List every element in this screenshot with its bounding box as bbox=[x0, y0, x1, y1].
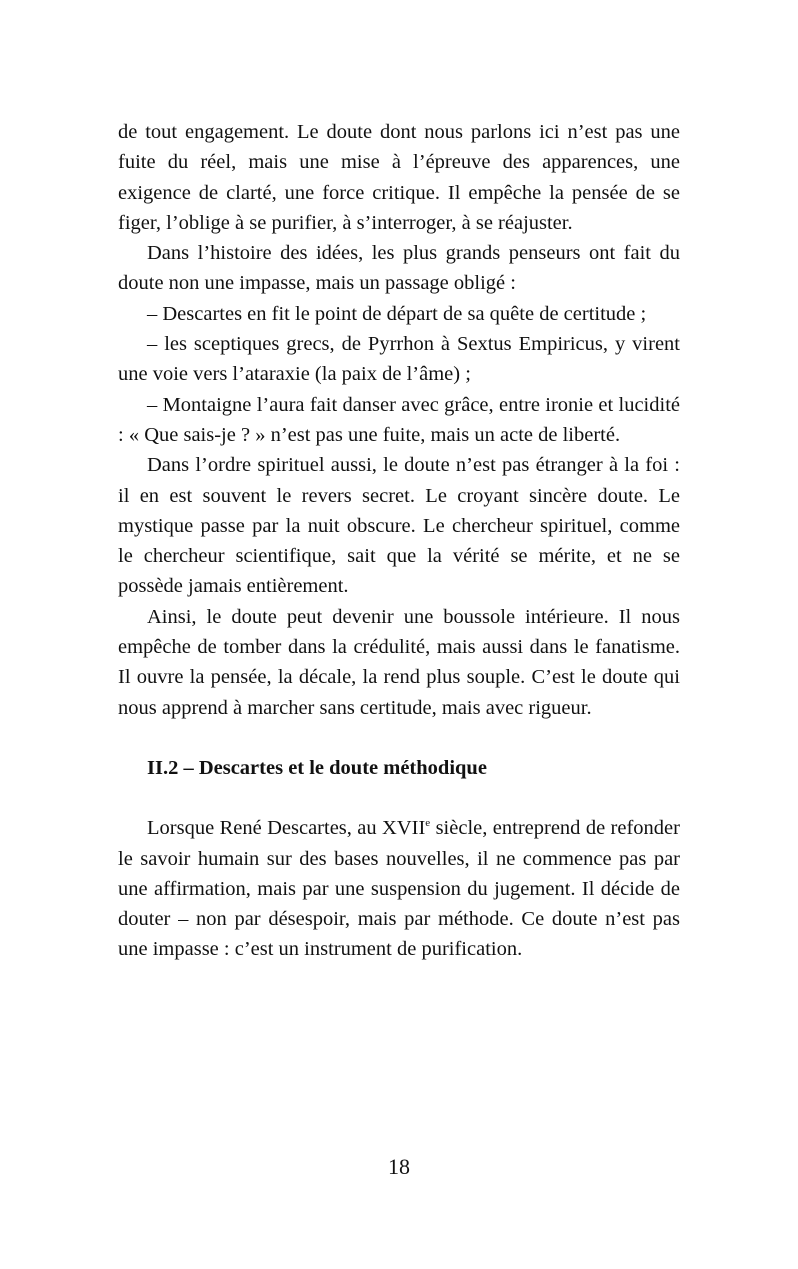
page-number: 18 bbox=[388, 1154, 410, 1179]
paragraph-inner-compass: Ainsi, le doute peut devenir une boussole intérieure. Il nous empêche de tomber dans la crédulité, mais aussi dans le fanatisme. Il ouvre la pensée, la décale, la rend plus souple. C’est le doute qui nous apprend à marcher sans certitude, mais avec rigueur. bbox=[118, 605, 680, 719]
paragraph-history-of-ideas: Dans l’histoire des idées, les plus grands penseurs ont fait du doute non une impasse, mais un passage obligé : bbox=[118, 242, 680, 295]
paragraph-text-after-superscript: siècle, entreprend de refonder le savoir humain sur des bases nouvelles, il ne commence pas par une affirmation, mais par une suspension du jugement. Il décide de douter – non par désespoir, mais par méthode. Ce doute n’est pas une impasse : c’est un instrument de purification. bbox=[118, 817, 680, 961]
list-item-montaigne: – Montaigne l’aura fait danser avec grâce, entre ironie et lucidité : « Que sais-je ? » n’est pas une fuite, mais un acte de liberté. bbox=[118, 393, 680, 446]
list-item-sceptics: – les sceptiques grecs, de Pyrrhon à Sextus Empiricus, y virent une voie vers l’ataraxie (la paix de l’âme) ; bbox=[118, 333, 680, 386]
paragraph-descartes-method bbox=[118, 813, 680, 964]
section-heading: II.2 – Descartes et le doute méthodique bbox=[147, 756, 487, 779]
list-item-descartes: – Descartes en fit le point de départ de sa quête de certitude ; bbox=[147, 302, 647, 325]
paragraph-text-before-superscript: Lorsque René Descartes, au XVII bbox=[147, 817, 426, 840]
page-body bbox=[118, 117, 680, 965]
paragraph-continuation: de tout engagement. Le doute dont nous parlons ici n’est pas une fuite du réel, mais une mise à l’épreuve des apparences, une exigence de clarté, une force critique. Il empêche la pensée de se figer, l’oblige à se purifier, à s’interroger, à se réajuster. bbox=[118, 121, 680, 234]
century-superscript: e bbox=[425, 817, 431, 830]
paragraph-spiritual-order: Dans l’ordre spirituel aussi, le doute n’est pas étranger à la foi : il en est souvent le revers secret. Le croyant sincère doute. Le mystique passe par la nuit obscure. Le chercheur spirituel, comme le chercheur scientifique, sait que la vérité se mérite, et ne se possède jamais entièrement. bbox=[118, 454, 680, 598]
